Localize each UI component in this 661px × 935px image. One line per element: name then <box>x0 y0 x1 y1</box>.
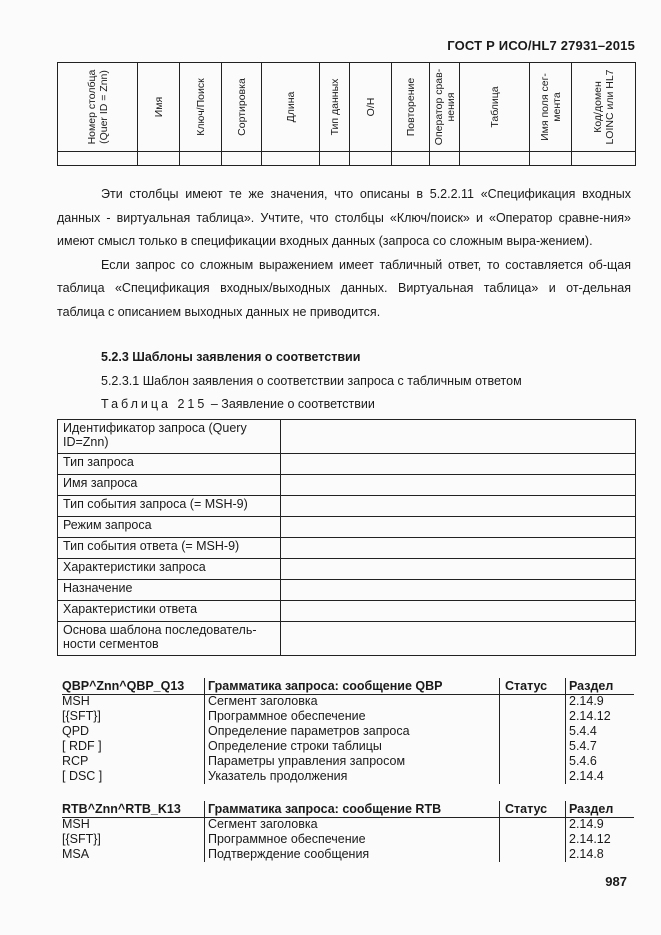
column-header-cell <box>572 63 636 152</box>
statement-row <box>58 475 636 496</box>
grammar-cell: 5.4.4 <box>569 724 597 738</box>
grammar-cell: Сегмент заголовка <box>208 817 318 831</box>
grammar-cell: 2.14.8 <box>569 847 604 861</box>
statement-row <box>58 517 636 538</box>
grammar-cell: MSH <box>62 817 90 831</box>
grammar-column-rule <box>204 801 205 862</box>
statement-row <box>58 538 636 559</box>
statement-row <box>58 622 636 656</box>
table-caption-number: Таблица 215 <box>101 397 208 411</box>
column-header-cell <box>460 63 530 152</box>
statement-value <box>281 559 636 580</box>
column-header-cell <box>138 63 180 152</box>
grammar-cell: RCP <box>62 754 89 768</box>
statement-value <box>281 420 636 454</box>
columns-header-row <box>58 63 636 152</box>
statement-label: Характеристики ответа <box>58 601 281 622</box>
column-header-cell <box>430 63 460 152</box>
grammar-header-cell: Статус <box>505 802 548 816</box>
grammar-row <box>62 769 634 784</box>
statement-value <box>281 475 636 496</box>
statement-value <box>281 517 636 538</box>
grammar-header-rule <box>62 694 634 695</box>
grammar-row <box>62 709 634 724</box>
column-empty-cell <box>222 152 262 166</box>
columns-table <box>57 62 636 166</box>
column-header-label: Таблица <box>488 86 501 128</box>
subsection-heading: 5.2.3.1 Шаблон заявления о соответствии запроса с табличным ответом <box>101 374 522 388</box>
paragraph: Если запрос со сложным выражением имеет табличный ответ, то составляется об-щая таблица «Спецификация входных/выходных данных. Виртуальная таблица» и от-дельная таблица с описанием выходных данных не приводится. <box>57 257 631 319</box>
column-empty-cell <box>430 152 460 166</box>
grammar-cell: 2.14.4 <box>569 769 604 783</box>
grammar-cell: Сегмент заголовка <box>208 694 318 708</box>
grammar-cell: 5.4.6 <box>569 754 597 768</box>
grammar-cell: Программное обеспечение <box>208 709 366 723</box>
grammar-cell: Программное обеспечение <box>208 832 366 846</box>
grammar-table-qbp <box>62 678 634 784</box>
statement-label: Назначение <box>58 580 281 601</box>
table-caption-dash: – <box>210 397 218 411</box>
grammar-header-cell: Грамматика запроса: сообщение QBP <box>208 679 443 693</box>
grammar-row <box>62 739 634 754</box>
statement-row <box>58 580 636 601</box>
column-header-label: Оператор срав-нения <box>432 68 457 146</box>
paragraph: Эти столбцы имеют те же значения, что описаны в 5.2.2.11 «Спецификация входных данных - виртуальная таблица». Учтите, что столбцы «Ключ/поиск» и «Оператор сравне-ния» имеют смысл только в спецификации входных данных (запроса со сложным выра-жением). <box>57 187 631 248</box>
column-empty-cell <box>58 152 138 166</box>
statement-value <box>281 580 636 601</box>
column-header-cell <box>530 63 572 152</box>
grammar-cell: [{SFT}] <box>62 709 101 723</box>
table-caption-title: Заявление о соответствии <box>221 397 375 411</box>
statement-row <box>58 559 636 580</box>
grammar-cell: Определение строки таблицы <box>208 739 382 753</box>
column-empty-cell <box>572 152 636 166</box>
grammar-header-cell: Грамматика запроса: сообщение RTB <box>208 802 442 816</box>
grammar-cell: Определение параметров запроса <box>208 724 410 738</box>
grammar-header-cell: QBP^Znn^QBP_Q13 <box>62 679 185 693</box>
columns-empty-row <box>58 152 636 166</box>
grammar-cell: QPD <box>62 724 90 738</box>
grammar-cell: [ DSC ] <box>62 769 103 783</box>
column-empty-cell <box>262 152 320 166</box>
grammar-header-cell: Раздел <box>569 802 614 816</box>
grammar-cell: 5.4.7 <box>569 739 597 753</box>
column-header-label: Длина <box>284 91 297 123</box>
column-header-cell <box>222 63 262 152</box>
statement-label: Тип события запроса (= MSH-9) <box>58 496 281 517</box>
column-header-label: Ключ/Поиск <box>194 78 207 136</box>
column-empty-cell <box>320 152 350 166</box>
column-header-cell <box>58 63 138 152</box>
column-header-label: Повторение <box>404 77 417 137</box>
statement-table <box>57 419 636 656</box>
statement-value <box>281 601 636 622</box>
statement-row <box>58 420 636 454</box>
grammar-header-cell: RTB^Znn^RTB_K13 <box>62 802 181 816</box>
column-empty-cell <box>138 152 180 166</box>
statement-label: Характеристики запроса <box>58 559 281 580</box>
grammar-row <box>62 724 634 739</box>
grammar-column-rule <box>499 801 500 862</box>
grammar-cell: Подтверждение сообщения <box>208 847 370 861</box>
grammar-column-rule <box>499 678 500 784</box>
column-header-label: Имя поля сег-мента <box>538 73 563 141</box>
column-header-cell <box>180 63 222 152</box>
column-empty-cell <box>530 152 572 166</box>
column-empty-cell <box>460 152 530 166</box>
body-text <box>57 183 631 324</box>
grammar-cell: MSH <box>62 694 90 708</box>
statement-row <box>58 601 636 622</box>
statement-label: Основа шаблона последователь-ности сегментов <box>58 622 281 656</box>
statement-value <box>281 538 636 559</box>
grammar-row <box>62 754 634 769</box>
statement-label: Идентификатор запроса (Query ID=Znn) <box>58 420 281 454</box>
grammar-row <box>62 847 634 862</box>
statement-row <box>58 454 636 475</box>
statement-row <box>58 496 636 517</box>
statement-value <box>281 454 636 475</box>
grammar-row <box>62 694 634 709</box>
column-header-label: Тип данных <box>328 78 341 136</box>
column-empty-cell <box>350 152 392 166</box>
statement-value <box>281 496 636 517</box>
column-header-label: Имя <box>152 96 165 118</box>
statement-label: Тип запроса <box>58 454 281 475</box>
grammar-header-row <box>62 801 634 817</box>
grammar-row <box>62 817 634 832</box>
grammar-cell: 2.14.12 <box>569 709 611 723</box>
grammar-table-rtb <box>62 801 634 862</box>
statement-label: Режим запроса <box>58 517 281 538</box>
column-header-label: Код/домен LOINC или HL7 <box>591 69 616 145</box>
grammar-cell: Указатель продолжения <box>208 769 348 783</box>
grammar-cell: 2.14.12 <box>569 832 611 846</box>
grammar-header-row <box>62 678 634 694</box>
statement-label: Тип события ответа (= MSH-9) <box>58 538 281 559</box>
grammar-column-rule <box>565 678 566 784</box>
column-empty-cell <box>180 152 222 166</box>
column-header-label: Сортировка <box>235 78 248 136</box>
statement-label: Имя запроса <box>58 475 281 496</box>
grammar-header-rule <box>62 817 634 818</box>
grammar-cell: Параметры управления запросом <box>208 754 406 768</box>
column-empty-cell <box>392 152 430 166</box>
column-header-cell <box>320 63 350 152</box>
grammar-cell: 2.14.9 <box>569 694 604 708</box>
grammar-header-cell: Статус <box>505 679 548 693</box>
page-number: 987 <box>605 874 627 889</box>
grammar-header-cell: Раздел <box>569 679 614 693</box>
section-heading: 5.2.3 Шаблоны заявления о соответствии <box>101 350 361 364</box>
grammar-row <box>62 832 634 847</box>
grammar-cell: MSA <box>62 847 90 861</box>
grammar-column-rule <box>204 678 205 784</box>
grammar-cell: [ RDF ] <box>62 739 102 753</box>
document-header: ГОСТ Р ИСО/HL7 27931–2015 <box>447 38 635 53</box>
table-caption <box>101 397 375 411</box>
column-header-cell <box>392 63 430 152</box>
grammar-cell: [{SFT}] <box>62 832 101 846</box>
grammar-column-rule <box>565 801 566 862</box>
grammar-cell: 2.14.9 <box>569 817 604 831</box>
statement-value <box>281 622 636 656</box>
column-header-cell <box>262 63 320 152</box>
column-header-label: Номер столбца (Quer ID = Znn) <box>85 69 110 145</box>
column-header-cell <box>350 63 392 152</box>
column-header-label: О/Н <box>364 97 377 117</box>
